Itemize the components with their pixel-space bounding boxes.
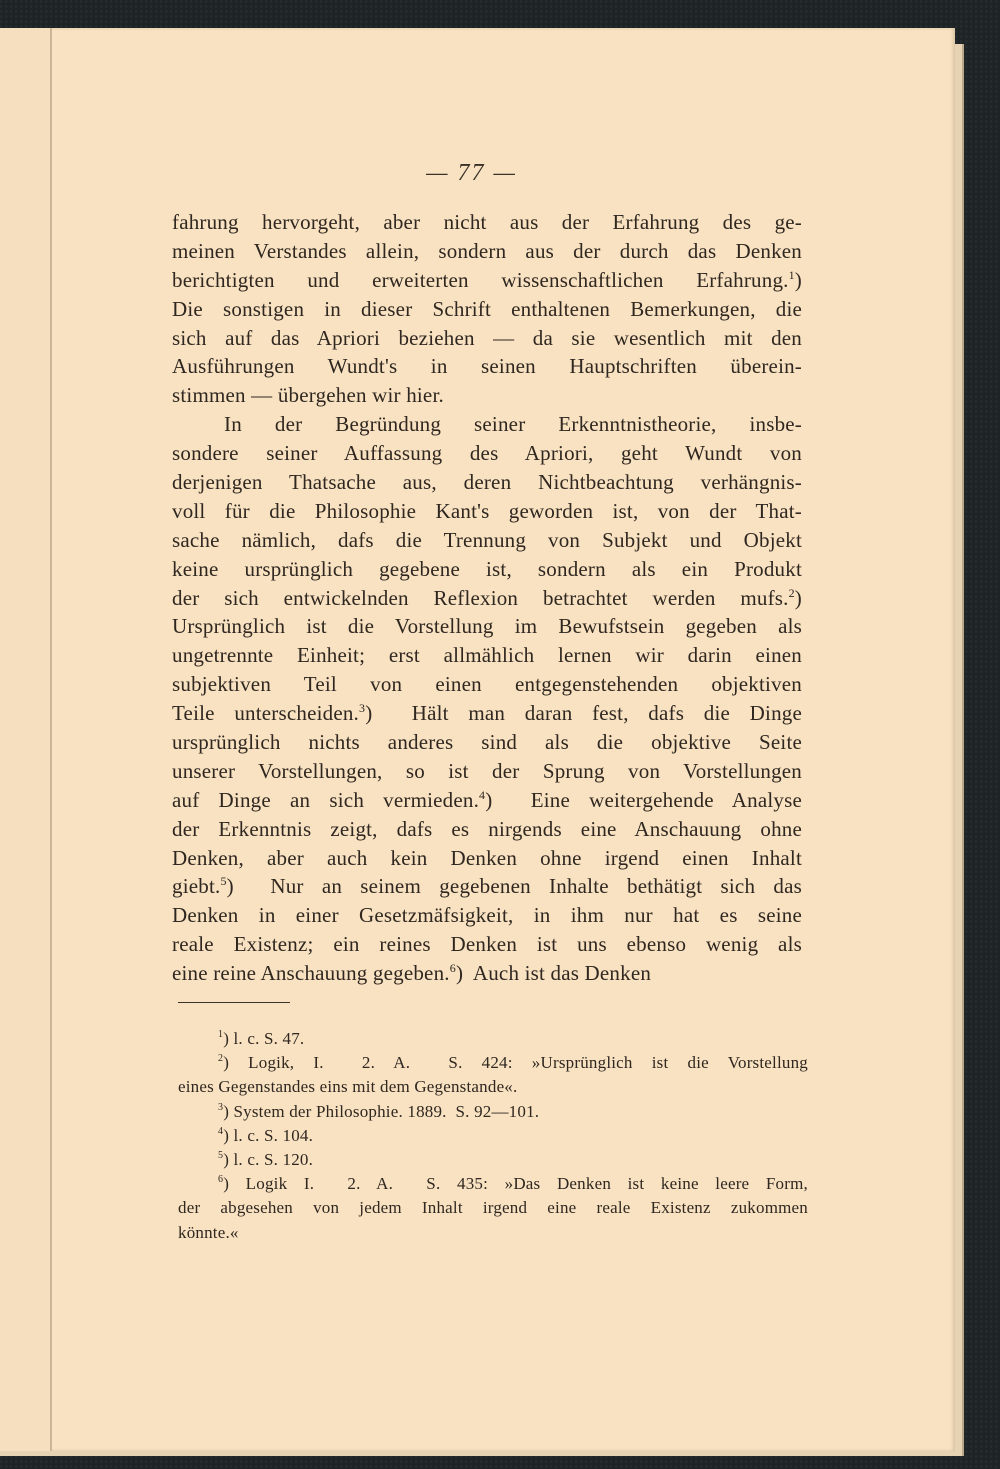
text-line <box>172 612 802 641</box>
footnote-number: 1 <box>218 1029 224 1040</box>
footnotes <box>178 1027 808 1245</box>
footnote-line <box>178 1100 808 1124</box>
footnote-line <box>178 1124 808 1148</box>
text-line-content: der Erkenntnis zeigt, dafs es nirgends eine Anschauung ohne <box>172 816 802 841</box>
text-line <box>172 381 802 410</box>
text-line <box>172 786 802 815</box>
text-line-content: Denken in einer Gesetzmäfsigkeit, in ihm nur hat es seine <box>172 903 802 928</box>
text-line <box>172 844 802 873</box>
text-line-content: derjenigen Thatsache aus, deren Nichtbeachtung verhängnis- <box>172 470 802 495</box>
footnote-separator <box>178 1002 290 1003</box>
text-line-content: unserer Vorstellungen, so ist der Sprung von Vorstellungen <box>172 758 802 783</box>
text-line-continuation: ) Nur an seinem gegebenen Inhalte bethätigt sich das <box>226 874 802 899</box>
text-line-content: meinen Verstandes allein, sondern aus der durch das Denken <box>172 238 802 263</box>
text-line-content: auf Dinge an sich vermieden. <box>172 787 480 812</box>
text-line-content: Ausführungen Wundt's in seinen Hauptschriften überein- <box>172 354 802 379</box>
footnote-text: ) l. c. S. 104. <box>223 1125 314 1145</box>
footnote-text: ) l. c. S. 120. <box>223 1149 314 1169</box>
text-line <box>172 641 802 670</box>
main-text <box>172 208 802 988</box>
text-line <box>172 439 802 468</box>
text-line-content: Die sonstigen in dieser Schrift enthaltenen Bemerkungen, die <box>172 296 802 321</box>
text-line-continuation: ) <box>794 267 802 292</box>
text-line-content: sondere seiner Auffassung des Apriori, geht Wundt von <box>172 441 802 466</box>
footnote-number: 5 <box>218 1149 224 1161</box>
footnote-reference[interactable]: 4 <box>479 787 486 802</box>
text-line <box>172 670 802 699</box>
text-line-content: voll für die Philosophie Kant's geworden ist, von der That- <box>172 498 802 523</box>
page-number <box>0 160 955 187</box>
footnote-line <box>178 1148 808 1172</box>
text-line-content: reale Existenz; ein reines Denken ist uns ebenso wenig als <box>172 932 802 957</box>
binding-gutter <box>50 28 52 1451</box>
text-line <box>172 295 802 324</box>
footnote-line <box>178 1051 808 1075</box>
text-line-content: fahrung hervorgeht, aber nicht aus der Erfahrung des ge- <box>172 210 802 234</box>
text-line <box>172 497 802 526</box>
footnote-text: der abgesehen von jedem Inhalt irgend eine reale Existenz zukommen <box>178 1198 808 1218</box>
text-line-content: sich auf das Apriori beziehen — da sie wesentlich mit den <box>172 325 802 350</box>
text-line <box>172 324 802 353</box>
text-line-continuation: ) <box>794 585 802 610</box>
footnote-line <box>178 1172 808 1196</box>
text-line <box>172 352 802 381</box>
text-line <box>172 757 802 786</box>
footnote-text: ) Logik I. 2. A. S. 435: »Das Denken ist keine leere Form, <box>223 1174 808 1194</box>
footnote-reference[interactable]: 6 <box>449 961 456 976</box>
footnote-reference[interactable]: 3 <box>359 701 366 716</box>
footnote-line <box>178 1196 808 1220</box>
footnote-text: ) System der Philosophie. 1889. S. 92—101. <box>223 1101 540 1121</box>
footnote-number: 6 <box>218 1174 224 1186</box>
text-line-content: ungetrennte Einheit; erst allmählich lernen wir darin einen <box>172 643 802 668</box>
footnote-text: eines Gegenstandes eins mit dem Gegenstande«. <box>178 1077 518 1097</box>
text-line-content: giebt. <box>172 874 221 899</box>
text-line <box>172 410 802 439</box>
footnote-number: 2 <box>218 1053 224 1065</box>
text-line <box>172 815 802 844</box>
text-line-content: In der Begründung seiner Erkenntnistheorie, insbe- <box>224 412 802 437</box>
text-line-content: eine reine Anschauung gegeben. <box>172 961 450 986</box>
text-line-content: sache nämlich, dafs die Trennung von Subjekt und Objekt <box>172 527 802 552</box>
footnote-reference[interactable]: 1 <box>788 267 795 282</box>
left-page-margin <box>0 28 50 1451</box>
footnote-number: 4 <box>218 1125 224 1137</box>
text-line-content: stimmen — übergehen wir hier. <box>172 383 444 408</box>
footnote-number: 3 <box>218 1101 224 1113</box>
text-line <box>172 699 802 728</box>
text-line <box>172 237 802 266</box>
text-line <box>172 959 802 988</box>
footnote-text: ) Logik, I. 2. A. S. 424: »Ursprünglich ist die Vorstellung <box>223 1053 808 1073</box>
text-line <box>172 526 802 555</box>
text-line-content: Teile unterscheiden. <box>172 701 360 726</box>
text-line-content: berichtigten und erweiterten wissenschaftlichen Erfahrung. <box>172 267 789 292</box>
text-line <box>172 728 802 757</box>
text-line-continuation: ) Hält man daran fest, dafs die Dinge <box>365 701 802 726</box>
footnote-line <box>178 1027 808 1051</box>
footnote-line <box>178 1075 808 1099</box>
text-line-content: ursprünglich nichts anderes sind als die objektive Seite <box>172 730 802 755</box>
footnote-reference[interactable]: 2 <box>788 585 795 600</box>
footnote-reference[interactable]: 5 <box>220 874 227 889</box>
text-line <box>172 208 802 237</box>
text-line-continuation: ) Auch ist das Denken <box>455 961 652 986</box>
text-line <box>172 584 802 613</box>
footnote-text: könnte.« <box>178 1222 239 1242</box>
text-line <box>172 468 802 497</box>
text-line-content: subjektiven Teil von einen entgegenstehenden objektiven <box>172 672 802 697</box>
text-line <box>172 555 802 584</box>
footnote-line <box>178 1221 808 1245</box>
footnote-text: ) l. c. S. 47. <box>223 1029 305 1048</box>
page-number-text: — 77 — <box>426 160 517 186</box>
text-line-content: Denken, aber auch kein Denken ohne irgend einen Inhalt <box>172 845 802 870</box>
text-line-content: der sich entwickelnden Reflexion betrachtet werden mufs. <box>172 585 789 610</box>
text-line <box>172 930 802 959</box>
text-line <box>172 266 802 295</box>
text-line <box>172 901 802 930</box>
text-line-continuation: ) Eine weitergehende Analyse <box>485 787 802 812</box>
text-line <box>172 872 802 901</box>
text-line-content: keine ursprünglich gegebene ist, sondern als ein Produkt <box>172 556 802 581</box>
text-line-content: Ursprünglich ist die Vorstellung im Bewufstsein gegeben als <box>172 614 802 639</box>
